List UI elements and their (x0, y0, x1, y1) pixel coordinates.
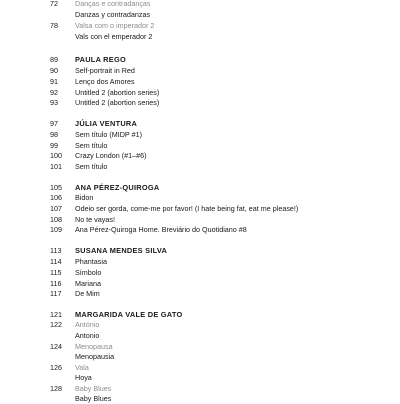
title: Danzas y contradanzas (75, 10, 151, 19)
title: Phantasia (75, 257, 107, 266)
translated-title: António (75, 320, 100, 329)
page-number: 108 (50, 215, 62, 224)
page-number: 100 (50, 151, 62, 160)
translated-title: Vala (75, 363, 89, 372)
translated-title: Baby Blues (75, 384, 112, 393)
title: Self-portrait in Red (75, 66, 135, 75)
title: Antonio (75, 331, 100, 340)
page-number: 78 (50, 21, 58, 30)
translated-title: Valsa com o imperador 2 (75, 21, 155, 30)
title: Sem título (75, 162, 108, 171)
artist-name: PAULA REGO (75, 55, 126, 64)
page-number: 113 (50, 246, 62, 255)
title: Menopausia (75, 352, 115, 361)
page-number: 97 (50, 119, 58, 128)
page-number: 107 (50, 204, 62, 213)
page-number: 99 (50, 141, 58, 150)
artist-name: JÚLIA VENTURA (75, 119, 138, 128)
title: No te vayas! (75, 215, 115, 224)
page-number: 121 (50, 310, 62, 319)
page-number: 122 (50, 320, 62, 329)
page-number: 92 (50, 88, 58, 97)
title: Crazy London (#1–#6) (75, 151, 147, 160)
title: De Mim (75, 289, 100, 298)
page-number: 117 (50, 289, 62, 298)
page-number: 114 (50, 257, 62, 266)
page-number: 101 (50, 162, 62, 171)
artist-name: MARGARIDA VALE DE GATO (75, 310, 183, 319)
page-number: 93 (50, 98, 58, 107)
title: Mariana (75, 279, 101, 288)
page-number: 98 (50, 130, 58, 139)
page-number: 128 (50, 384, 62, 393)
title: Vals con el emperador 2 (75, 32, 153, 41)
artist-name: SUSANA MENDES SILVA (75, 246, 168, 255)
title: Baby Blues (75, 394, 112, 403)
title: Untitled 2 (abortion series) (75, 88, 160, 97)
translated-title: Danças e contradanças (75, 0, 151, 8)
page-number: 89 (50, 55, 58, 64)
page-number: 115 (50, 268, 62, 277)
title: Untitled 2 (abortion series) (75, 98, 160, 107)
page-number: 109 (50, 225, 62, 234)
page-number: 126 (50, 363, 62, 372)
title: Bidon (75, 193, 94, 202)
page-number: 72 (50, 0, 58, 8)
translated-title: Menopausa (75, 342, 113, 351)
title: Lenço dos Amores (75, 77, 135, 86)
title: Sem título (75, 141, 108, 150)
title: Odeio ser gorda, come-me por favor! (I hate being fat, eat me please!) (75, 204, 299, 213)
page-number: 106 (50, 193, 62, 202)
page-number: 90 (50, 66, 58, 75)
artist-name: ANA PÉREZ-QUIROGA (75, 183, 160, 192)
title: Ana Pérez-Quiroga Home. Breviário do Quotidiano #8 (75, 225, 247, 234)
title: Hoya (75, 373, 92, 382)
page-number: 124 (50, 342, 62, 351)
title: Sem título (MIDP #1) (75, 130, 142, 139)
page-number: 105 (50, 183, 62, 192)
title: Símbolo (75, 268, 102, 277)
page-number: 116 (50, 279, 62, 288)
page-number: 91 (50, 77, 58, 86)
